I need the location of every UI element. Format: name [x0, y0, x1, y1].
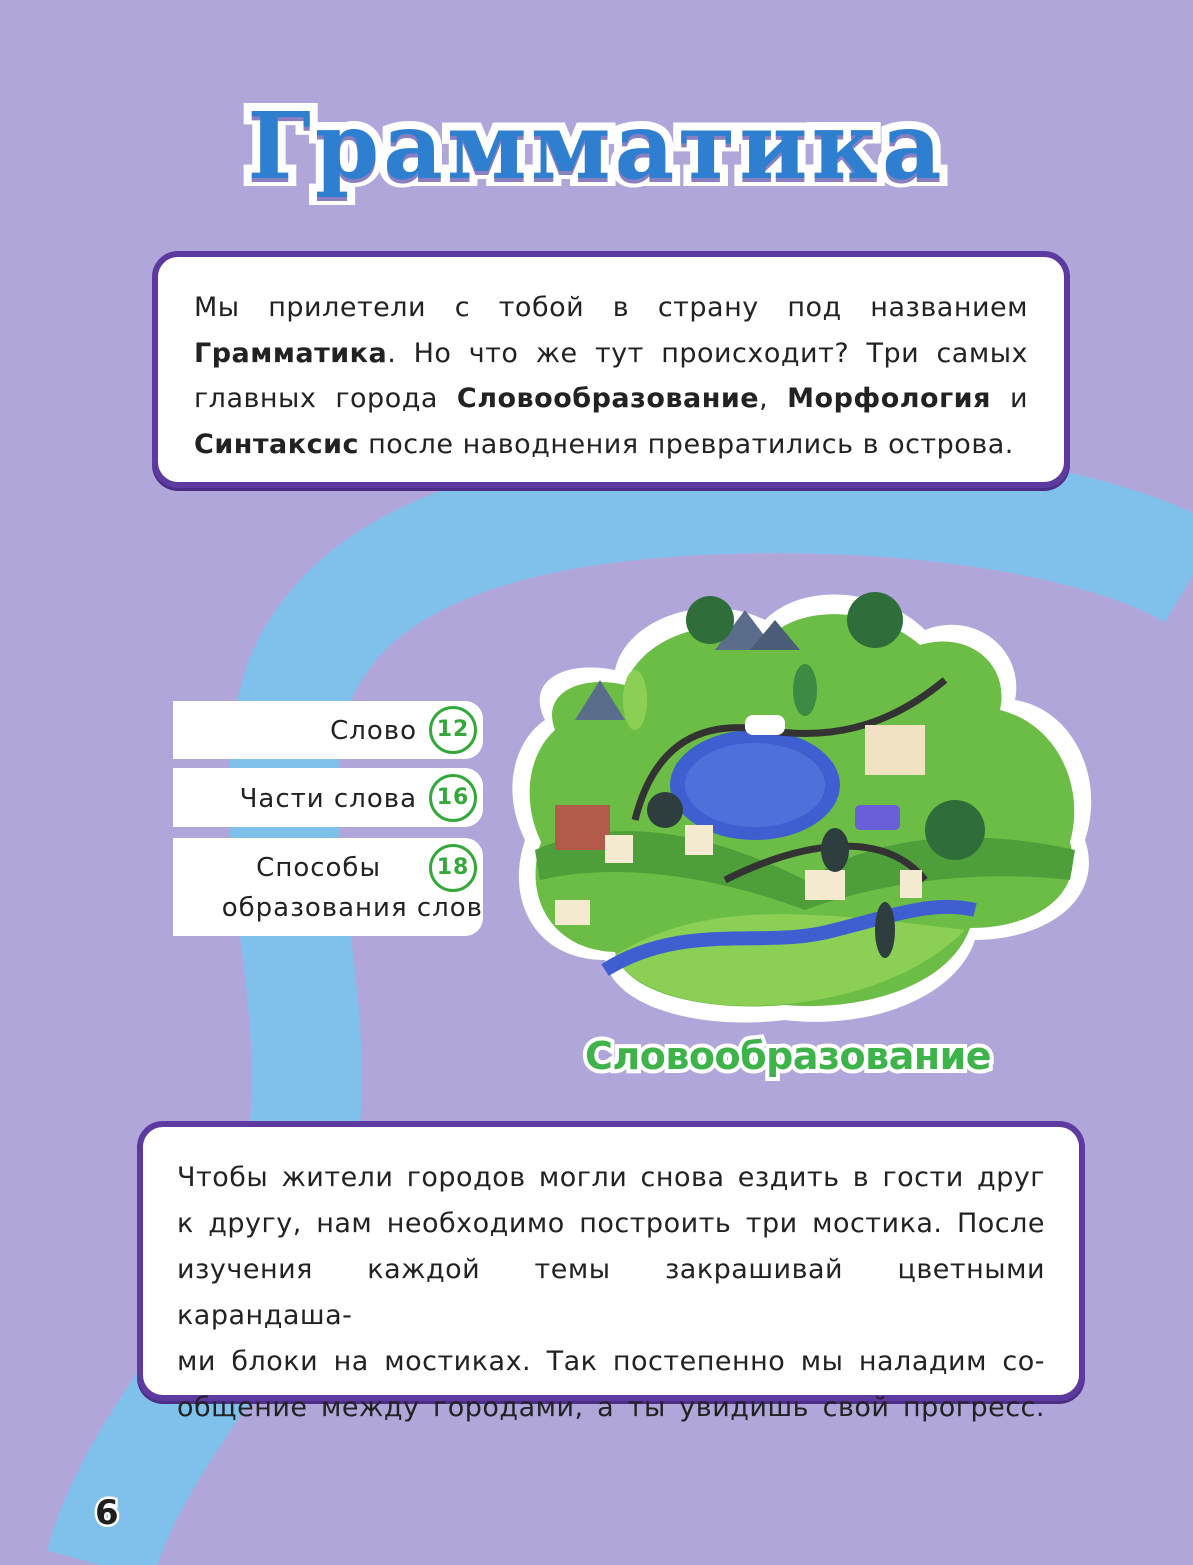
topic-page-badge: 12 [429, 706, 477, 754]
outro-text-box [137, 1121, 1085, 1423]
intro-line-4: Синтаксис после наводнения превратились в острова. [194, 428, 1014, 460]
island-illustration [505, 580, 1095, 1030]
intro-line-1: Мы прилетели с тобой в страну под названием [194, 292, 1028, 323]
topic-label: Слово [330, 716, 417, 746]
topic-slovo[interactable] [173, 701, 483, 759]
intro-line-2: Грамматика. Но что же тут происходит? Три самых [194, 337, 1028, 369]
intro-text-box [152, 251, 1070, 488]
outro-line-5: общение между городами, а ты увидишь свой прогресс. [177, 1392, 1045, 1423]
outro-line-2: к другу, нам необходимо построить три мостика. После [177, 1208, 1045, 1239]
topic-chasti-slova[interactable] [173, 768, 483, 827]
topic-page-badge: 16 [429, 774, 477, 822]
outro-line-3: изучения каждой темы закрашивай цветными карандаша- [177, 1254, 1045, 1331]
page-title: Грамматика [247, 92, 946, 200]
island-name: Словообразование [585, 1034, 991, 1078]
page-number: 6 [95, 1493, 119, 1533]
topic-sposoby[interactable] [173, 838, 483, 936]
outro-line-4: ми блоки на мостиках. Так постепенно мы наладим со- [177, 1346, 1045, 1377]
topic-label: Части слова [239, 784, 417, 814]
intro-line-3: главных города Словообразование, Морфология и [194, 383, 1028, 414]
outro-line-1: Чтобы жители городов могли снова ездить в гости друг [177, 1162, 1045, 1193]
topic-label: Способы образования слов [221, 853, 483, 923]
topic-page-badge: 18 [429, 844, 477, 892]
